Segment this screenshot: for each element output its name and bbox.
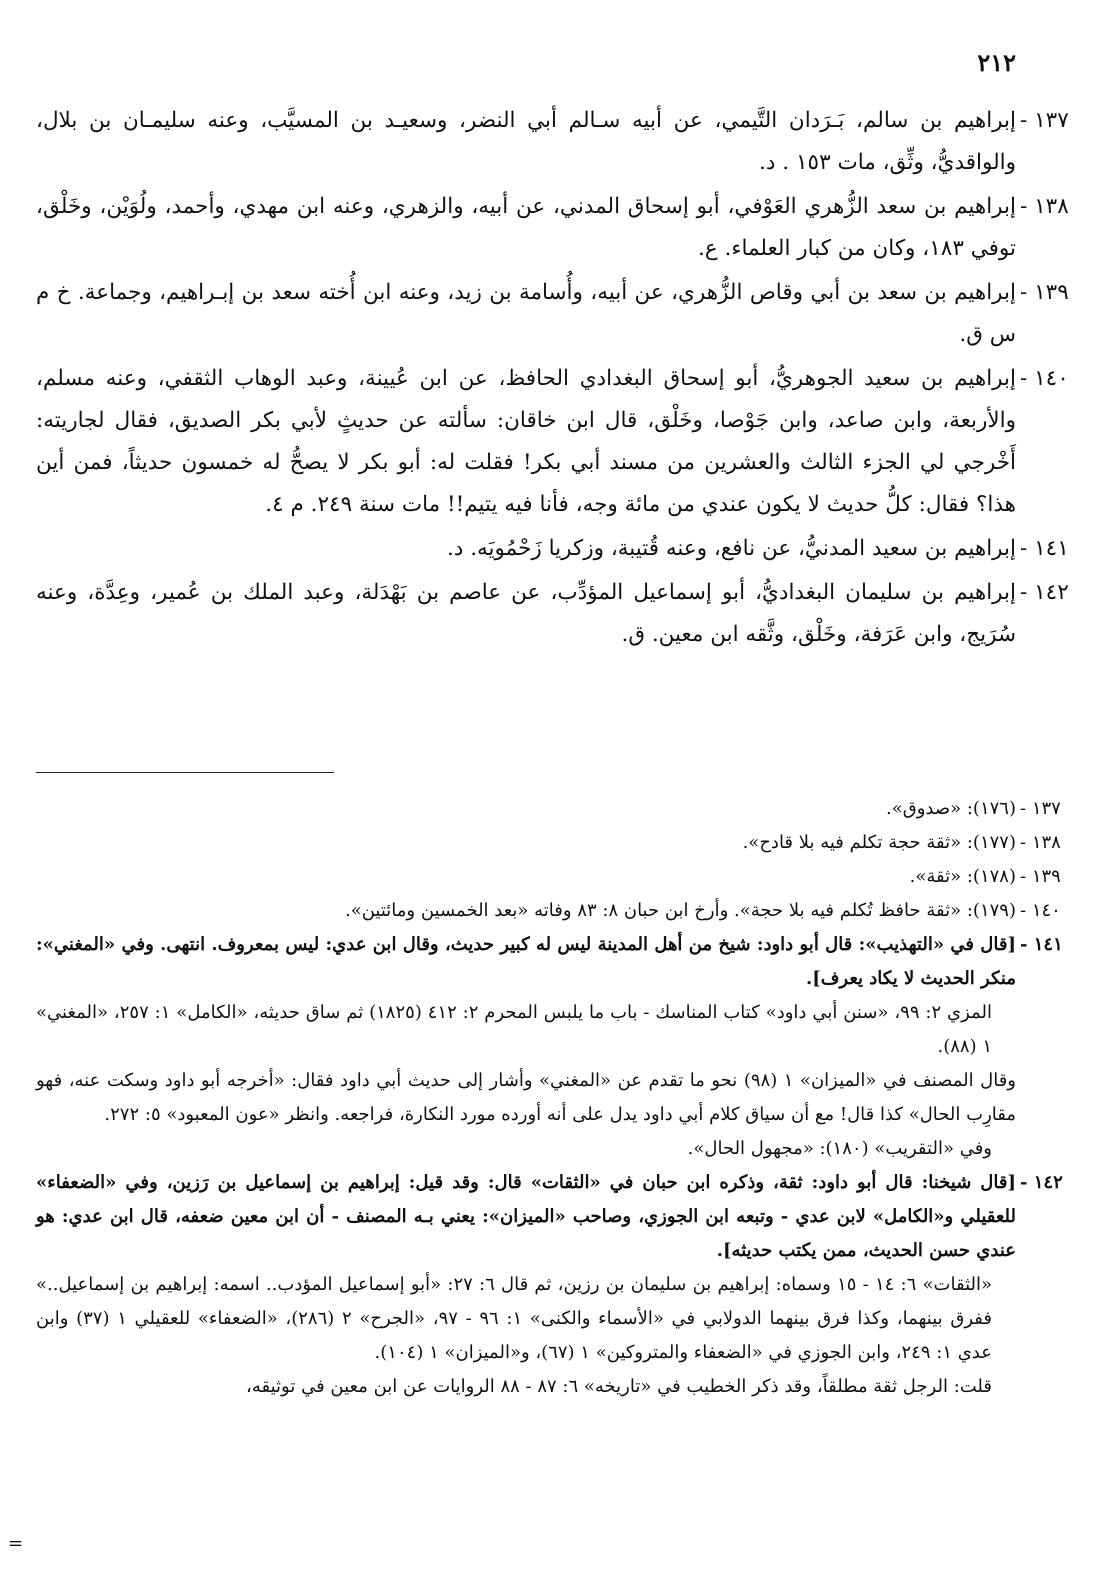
footnote [36,860,1061,894]
entry-number: ١٤٢ - [1020,580,1069,605]
entry-text: إبراهيم بن سعد بن أبي وقاص الزُّهري، عن أبيه، وأُسامة بن زيد، وعنه ابن أُخته سعد بن إبـراهيم، وجماعة. خ م س ق. [36,280,1016,347]
footnote [36,894,1061,928]
footnote-text: قلت: الرجل ثقة مطلقاً، وقد ذكر الخطيب في «تاريخه» ٦: ٨٧ - ٨٨ الروايات عن ابن معين في توثيقه، [246,1376,992,1397]
footnote-text: وقال المصنف في «الميزان» ١ (٩٨) نحو ما تقدم عن «المغني» وأشار إلى حديث أبي داود فقال: «أخرجه أبو داود وسكت عنه، فهو مقارِب الحال» كذا قال! مع أن سياق كلام أبي داود يدل على أنه أورده مورد النكارة، فراجعه. وانظر «عون المعبود» ٥: ٢٧٢. [36,1070,1017,1125]
entry [36,528,1069,570]
footnote-paragraph [36,1268,1016,1370]
footnotes [36,792,1063,1404]
footnote-paragraph [36,1132,1016,1166]
footnote-number: ١٣٨ - [1020,832,1061,853]
footnote-text: (١٧٩): «ثقة حافظ تُكلم فيه بلا حجة». وأرخ ابن حبان ٨: ٨٣ وفاته «بعد الخمسين ومائتين». [345,900,1016,921]
footnote-number: ١٤٢ - [1020,1172,1063,1193]
entry-number: ١٤٠ - [1020,366,1069,391]
entry [36,100,1069,184]
entry-text: إبراهيم بن سالم، بَـرَدان التَّيمي، عن أبيه سـالم أبي النضر، وسعيـد بن المسيَّب، وعنه سليمـان بن بلال، والواقديُّ، وثِّق، مات ١٥٣ . د. [36,108,1016,175]
page-number: ٢١٢ [977,48,1016,77]
entry [36,186,1069,270]
footnote-paragraph [36,1370,1016,1404]
entry [36,272,1069,356]
continuation-mark: = [8,1533,24,1554]
footnote-paragraph [36,996,1016,1064]
entry-text: إبراهيم بن سعيد الجوهريُّ، أبو إسحاق البغدادي الحافظ، عن ابن عُيينة، وعبد الوهاب الثقفي، وعنه مسلم، والأربعة، وابن صاعد، وابن جَوْصا، وخَلْق، قال ابن خاقان: سألته عن حديثٍ لأبي بكر الصديق، فقال لجاريته: أَخْرجي لي الجزء الثالث والعشرين من مسند أبي بكر! فقلت له: أبو بكر لا يصحُّ له خمسون حديثاً، فمن أين هذا؟ فقال: كلُّ حديث لا يكون عندي من مائة وجه، فأنا فيه يتيم!! مات سنة ٢٤٩. م ٤. [36,366,1016,517]
footnote-text: وفي «التقريب» (١٨٠): «مجهول الحال». [687,1138,992,1159]
main-text [36,100,1069,658]
footnote [36,792,1061,826]
footnote-text: (١٧٨): «ثقة». [909,866,1016,887]
footnote-text: [قال في «التهذيب»: قال أبو داود: شيخ من أهل المدينة ليس له كبير حديث، وقال ابن عدي: ليس بمعروف. انتهى. وفي «المغني»: منكر الحديث لا يكاد يعرف]. [36,934,1016,989]
footnote-text: (١٧٦): «صدوق». [886,798,1016,819]
footnote-number: ١٣٩ - [1020,866,1061,887]
entry-text: إبراهيم بن سعيد المدنيُّ، عن نافع، وعنه قُتيبة، وزكريا زَحْمُويَه. د. [446,536,1016,561]
footnote-text: (١٧٧): «ثقة حجة تكلم فيه بلا قادح». [742,832,1016,853]
footnote-text: «الثقات» ٦: ١٤ - ١٥ وسماه: إبراهيم بن سليمان بن رزين، ثم قال ٦: ٢٧: «أبو إسماعيل المؤدب.. اسمه: إبراهيم بن إسماعيل..» ففرق بينهما، وكذا فرق بينهما الدولابي في «الأسماء والكنى» ١: ٩٦ - ٩٧، «الجرح» ٢ (٢٨٦)، «الضعفاء» للعقيلي ١ (٣٧) وابن عدي ١: ٢٤٩، وابن الجوزي في «الضعفاء والمتروكين» ١ (٦٧)، و«الميزان» ١ (١٠٤). [36,1274,992,1363]
entry-number: ١٣٩ - [1020,280,1069,305]
footnote-divider [36,772,334,773]
footnote-paragraph [36,1064,1016,1132]
footnote [36,1166,1063,1268]
footnote-number: ١٤٠ - [1020,900,1061,921]
entry-number: ١٣٧ - [1020,108,1069,133]
footnote [36,826,1061,860]
footnote-text: المزي ٢: ٩٩، «سنن أبي داود» كتاب المناسك - باب ما يلبس المحرم ٢: ٤١٢ (١٨٢٥) ثم ساق حديثه، «الكامل» ١: ٢٥٧، «المغني» ١ (٨٨). [36,1002,992,1057]
footnote-text: [قال شيخنا: قال أبو داود: ثقة، وذكره ابن حبان في «الثقات» قال: وقد قيل: إبراهيم بن إسماعيل بن رَزين، وفي «الضعفاء» للعقيلي و«الكامل» لابن عدي - وتبعه ابن الجوزي، وصاحب «الميزان»: يعني بـه المصنف - أن ابن معين ضعفه، قال ابن عدي: هو عندي حسن الحديث، ممن يكتب حديثه]. [36,1172,1016,1261]
footnote-number: ١٣٧ - [1020,798,1061,819]
entry-number: ١٤١ - [1020,536,1069,561]
entry-text: إبراهيم بن سعد الزُّهري العَوْفي، أبو إسحاق المدني، عن أبيه، والزهري، وعنه ابن مهدي، وأحمد، ولُوَيْن، وخَلْق، توفي ١٨٣، وكان من كبار العلماء. ع. [36,194,1016,261]
footnote-number: ١٤١ - [1020,934,1063,955]
entry [36,358,1069,526]
entry-text: إبراهيم بن سليمان البغداديُّ، أبو إسماعيل المؤدِّب، عن عاصم بن بَهْدَلة، وعبد الملك بن عُمير، وعِدَّة، وعنه سُرَيج، وابن عَرَفة، وخَلْق، وثَّقه ابن معين. ق. [36,580,1016,647]
book-page [8,40,1069,1558]
entry [36,572,1069,656]
footnote [36,928,1063,996]
entry-number: ١٣٨ - [1020,194,1069,219]
